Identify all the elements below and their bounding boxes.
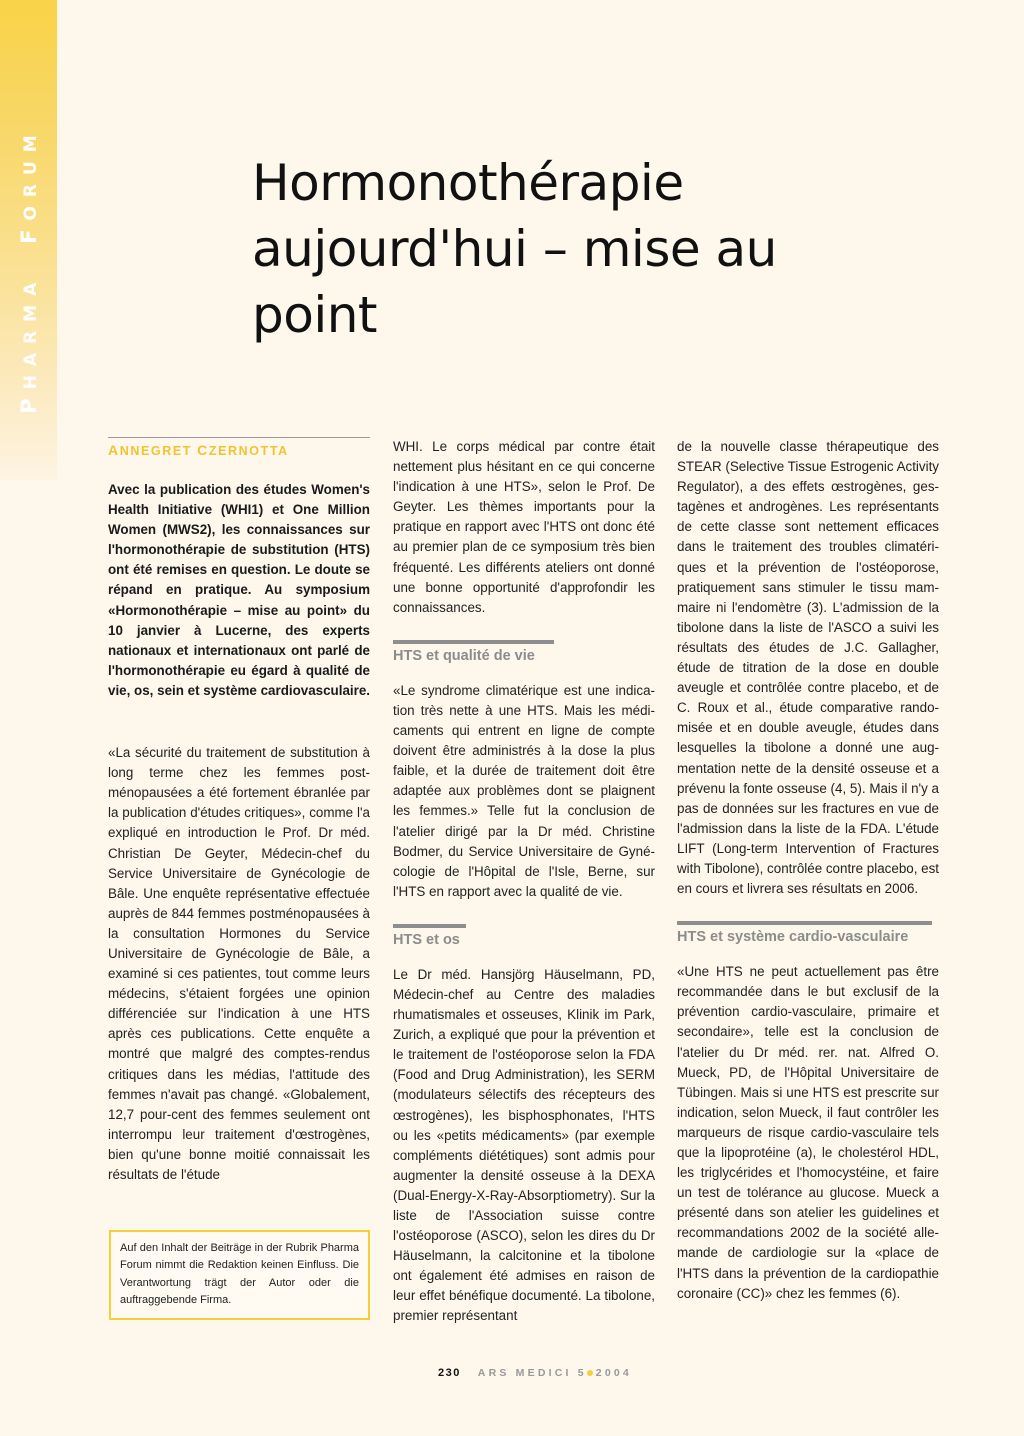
section-title: HTS et qualité de vie <box>393 647 535 664</box>
section-title: HTS et système cardio-vasculaire <box>677 929 909 946</box>
page-footer <box>438 1367 632 1379</box>
title-line: aujourd'hui – mise au <box>252 220 777 278</box>
body-paragraph: «La sécurité du traitement de substitution à long terme chez les femmes postménopausées a été fortement ébranlée par la publication d'études critiques», comme l'a expliqué en introduction le Prof. Dr méd. Christian De Geyter, Médecin-chef du Service Universitaire de Gynécologie de Bâle. Une enquête représentative effectuée auprès de 844 femmes postménopausées à la consultation Hormones du Service Universitaire de Gynécologie de Bâle, a examiné si ces patientes, tout comme leurs médecins, s'étaient forgées une opinion différenciée sur l'indication à une HTS après ces publications. Cette enquête a montré que malgré des comptes-rendus critiques dans les médias, l'attitude des femmes n'avait pas changé. «Globalement, 12,7 pour-cent des femmes seulement ont interrompu leur traitement d'œstrogènes, bien qu'une bonne moitié connaissait les résultats de l'étude <box>108 745 370 1182</box>
section-rule <box>393 640 554 644</box>
title-line: point <box>252 286 378 344</box>
body-paragraph: «Une HTS ne peut actuellement pas être recommandée dans le but exclusif de la prévention cardio-vasculaire, primaire et secondaire», telle est la conclusion de l'atelier du Dr méd. rer. nat. Alfred O. Mueck, PD, de l'Hôpital Universitaire de Tübingen. Mais si une HTS est prescrite sur indication, selon Mueck, il faut contrôler les marqueurs de risque cardio-vasculaire tels que la lipoprotéine (a), le cholestérol HDL, les triglycérides et l'homocystéine, et faire un test de tolérance au glucose. Mueck a présenté dans son atelier les guidelines et recommandations 2002 de la société allemande de cardiologie sur la «place de l'HTS dans la prévention de la cardiopathie coronaire (CC)» chez les femmes (6). <box>677 964 939 1301</box>
author-byline: ANNEGRET CZERNOTTA <box>108 437 370 460</box>
lead-paragraph: Avec la publication des études Women's Health Initiative (WHI1) et One Million Women (MWS2), les connaissances sur l'hormonothérapie de substitution (HTS) ont été remises en question. Le doute se répand en pratique. Au symposium «Hormonothérapie – mise au point» du 10 janvier à Lucerne, des experts nationaux et internationaux ont parlé de l'hormonothérapie eu égard à qualité de vie, os, sein et système cardiovasculaire. <box>108 482 371 698</box>
column-2 <box>393 437 655 1327</box>
section-header <box>393 924 655 949</box>
article-title <box>252 150 892 348</box>
page-number: 230 <box>438 1367 461 1379</box>
title-line: Hormonothérapie <box>252 154 684 212</box>
bullet-dot-icon <box>587 1370 593 1376</box>
journal-year: 2004 <box>595 1367 632 1379</box>
body-paragraph: de la nouvelle classe thérapeutique des STEAR (Selective Tissue Estrogenic Activity Regulator), a des effets œstrogènes, gestagènes et androgènes. Les représentants de cette classe sont nettement efficaces dans le traitement des troubles climatériques et la prévention de l'ostéoporose, pratiquement sans stimuler le tissu mammaire ni l'endomètre (3). L'admission de la tibolone dans la liste de l'ASCO a suivi les résultats des études de J.C. Gallagher, étude de titration de la dose en double aveugle et contrôlée contre placebo, et de C. Roux et al., étude comparative randomisée et en double aveugle, études dans lesquelles la tibolone a donné une augmentation nette de la densité osseuse et a prévenu la fonte osseuse (4, 5). Mais il n'y a pas de données sur les fractures en vue de l'admission dans la liste de la FDA. L'étude LIFT (Long-term Intervention of Fractures with Tibolone), contrôlée contre placebo, est en cours et livrera ses résultats en 2006. <box>677 439 940 897</box>
body-paragraph: «Le syndrome climatérique est une indication très nette à une HTS. Mais les médicaments qui entrent en ligne de compte doivent être administrés à la dose la plus faible, et la durée de traitement doit être adaptée aux problèmes dont se plaignent les femmes.» Telle fut la conclusion de l'atelier dirigé par la Dr méd. Christine Bodmer, du Service Universitaire de Gynécologie de l'Hôpital de l'Isle, Berne, sur l'HTS en rapport avec la qualité de vie. <box>393 682 655 899</box>
section-header <box>677 921 939 946</box>
section-label-pharma-forum: PHARMA FORUM <box>17 126 41 414</box>
section-header <box>393 640 655 665</box>
journal-name: ARS MEDICI 5 <box>477 1367 587 1379</box>
body-paragraph: Le Dr méd. Hansjörg Häuselmann, PD, Médecin-chef au Centre des maladies rhumatismales et osseuses, Klinik im Park, Zurich, a expliqué que pour la prévention et le traitement de l'ostéoporose selon la FDA (Food and Drug Administration), les SERM (modulateurs sélectifs des récepteurs des œstrogènes), les bisphosphonates, l'HTS ou les «petits médicaments» (par exemple compléments diététiques) sont admis pour augmenter la densité osseuse à la DEXA (Dual-Energy-X-Ray-Absorptiometry). Sur la liste de l'Association suisse contre l'ostéoporose (ASCO), selon les dires du Dr Häuselmann, la calcitonine et la tibolone ont également été admises en raison de leur effet bénéfique documenté. La tibolone, premier représentant <box>393 966 655 1324</box>
column-1 <box>108 437 370 1185</box>
section-rule <box>677 921 932 925</box>
sidebar-band <box>0 0 57 480</box>
body-paragraph: WHI. Le corps médical par contre était nettement plus hésitant en ce qui concerne l'indication à une HTS», selon le Prof. De Geyter. Les thèmes importants pour la pratique en rapport avec l'HTS ont donc été au premier plan de ce symposium très bien fréquenté. Les différents ateliers ont donné une bonne opportunité d'approfondir les connaissances. <box>393 439 655 615</box>
section-title: HTS et os <box>393 931 460 948</box>
editorial-disclaimer-box: Auf den Inhalt der Beiträge in der Rubrik Pharma Forum nimmt die Redaktion keinen Einfluss. Die Verantwortung trägt der Autor oder die auftraggebende Firma. <box>109 1230 370 1320</box>
section-rule <box>393 924 466 928</box>
column-3 <box>677 437 939 1304</box>
